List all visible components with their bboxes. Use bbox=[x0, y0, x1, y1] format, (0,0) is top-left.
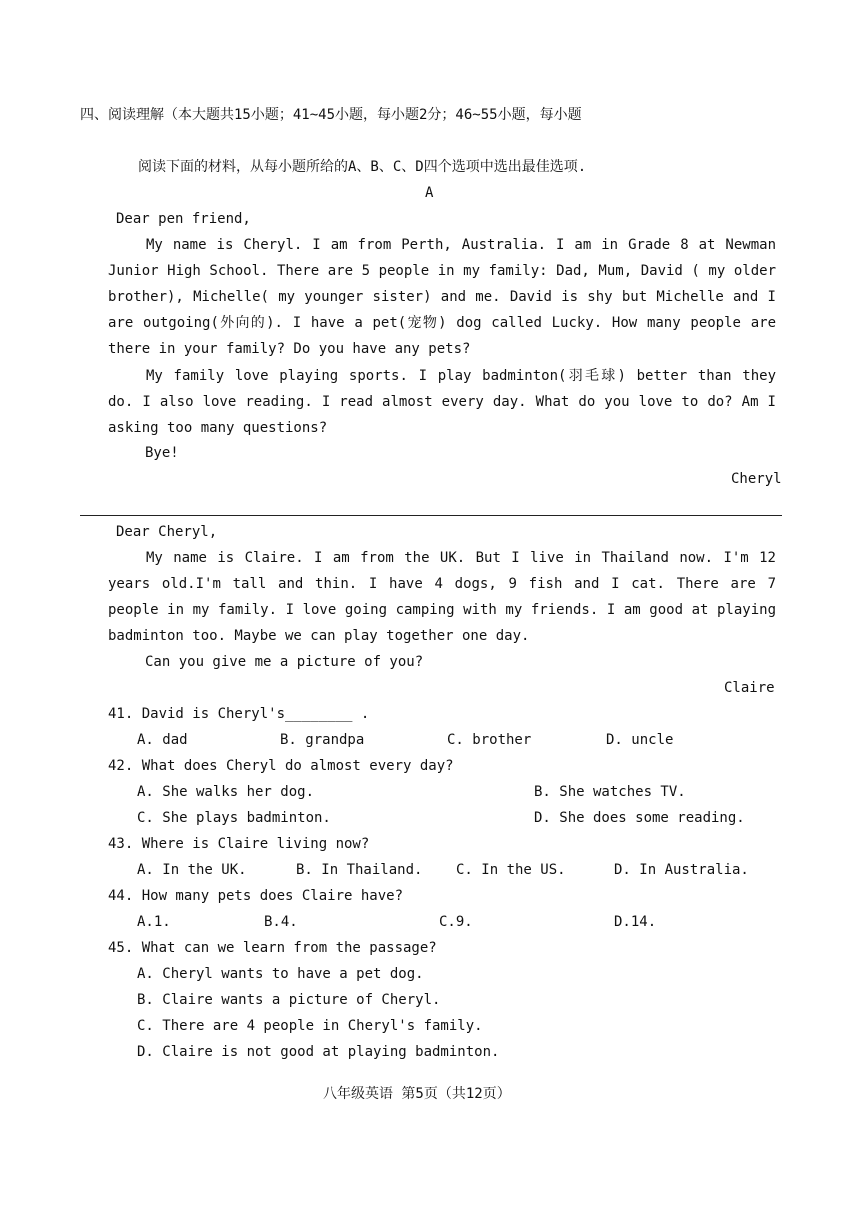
question-42-option-d: D. She does some reading. bbox=[534, 810, 745, 826]
page-footer: 八年级英语 第5页（共12页） bbox=[323, 1086, 511, 1102]
letter2-salutation: Dear Cheryl, bbox=[116, 524, 218, 540]
question-41-stem: 41. David is Cheryl's________ . bbox=[108, 706, 370, 722]
divider bbox=[80, 515, 782, 516]
question-41-option-a: A. dad bbox=[137, 732, 188, 748]
letter1-p1-text: My name is Cheryl. I am from Perth, Australia. I am in Grade 8 at Newman Junior High School. There are 5 people in my family: Dad, Mum, David ( my older brother), Michelle( my younger sister) and me. David is shy but Michelle and I are outgoing(外向的). I have a pet(宠物) dog called Lucky. How many people are there in your family? Do you have any pets? bbox=[108, 237, 776, 357]
question-45-option-a: A. Cheryl wants to have a pet dog. bbox=[137, 966, 424, 982]
question-43-option-c: C. In the US. bbox=[456, 862, 566, 878]
question-43-option-a: A. In the UK. bbox=[137, 862, 247, 878]
question-44-option-b: B.4. bbox=[264, 914, 298, 930]
letter2-p1-text: My name is Claire. I am from the UK. But I live in Thailand now. I'm 12 years old.I'm tall and thin. I have 4 dogs, 9 fish and I cat. There are 7 people in my family. I love going camping with my friends. I am good at playing badminton too. Maybe we can play together one day. bbox=[108, 550, 776, 644]
section-heading: 四、阅读理解（本大题共15小题；41~45小题，每小题2分；46~55小题，每小题 bbox=[80, 107, 582, 123]
question-43-stem: 43. Where is Claire living now? bbox=[108, 836, 370, 852]
question-41-option-b: B. grandpa bbox=[280, 732, 365, 748]
question-42-stem: 42. What does Cheryl do almost every day? bbox=[108, 758, 454, 774]
letter1-paragraph-1 bbox=[108, 232, 776, 362]
letter2-paragraph-1 bbox=[108, 545, 776, 649]
question-45-option-d: D. Claire is not good at playing badminton. bbox=[137, 1044, 500, 1060]
question-42-option-c: C. She plays badminton. bbox=[137, 810, 331, 826]
question-44-option-c: C.9. bbox=[439, 914, 473, 930]
letter1-signature: Cheryl bbox=[731, 471, 782, 487]
letter1-closing: Bye! bbox=[145, 445, 179, 461]
question-42-option-b: B. She watches TV. bbox=[534, 784, 686, 800]
letter2-signature: Claire bbox=[724, 680, 775, 696]
letter1-p2-text: My family love playing sports. I play badminton(羽毛球) better than they do. I also love reading. I read almost every day. What do you love to do? Am I asking too many questions? bbox=[108, 368, 776, 436]
question-44-option-a: A.1. bbox=[137, 914, 171, 930]
question-42-option-a: A. She walks her dog. bbox=[137, 784, 315, 800]
question-41-option-c: C. brother bbox=[447, 732, 532, 748]
letter2-paragraph-2: Can you give me a picture of you? bbox=[145, 654, 424, 670]
question-44-stem: 44. How many pets does Claire have? bbox=[108, 888, 404, 904]
letter1-paragraph-2 bbox=[108, 363, 776, 441]
question-45-option-c: C. There are 4 people in Cheryl's family. bbox=[137, 1018, 483, 1034]
question-41-option-d: D. uncle bbox=[606, 732, 674, 748]
question-45-option-b: B. Claire wants a picture of Cheryl. bbox=[137, 992, 441, 1008]
passage-label: A bbox=[425, 185, 434, 201]
instructions: 阅读下面的材料，从每小题所给的A、B、C、D四个选项中选出最佳选项. bbox=[138, 159, 587, 175]
question-43-option-b: B. In Thailand. bbox=[296, 862, 423, 878]
question-45-stem: 45. What can we learn from the passage? bbox=[108, 940, 437, 956]
letter1-salutation: Dear pen friend, bbox=[116, 211, 251, 227]
question-44-option-d: D.14. bbox=[614, 914, 657, 930]
question-43-option-d: D. In Australia. bbox=[614, 862, 749, 878]
